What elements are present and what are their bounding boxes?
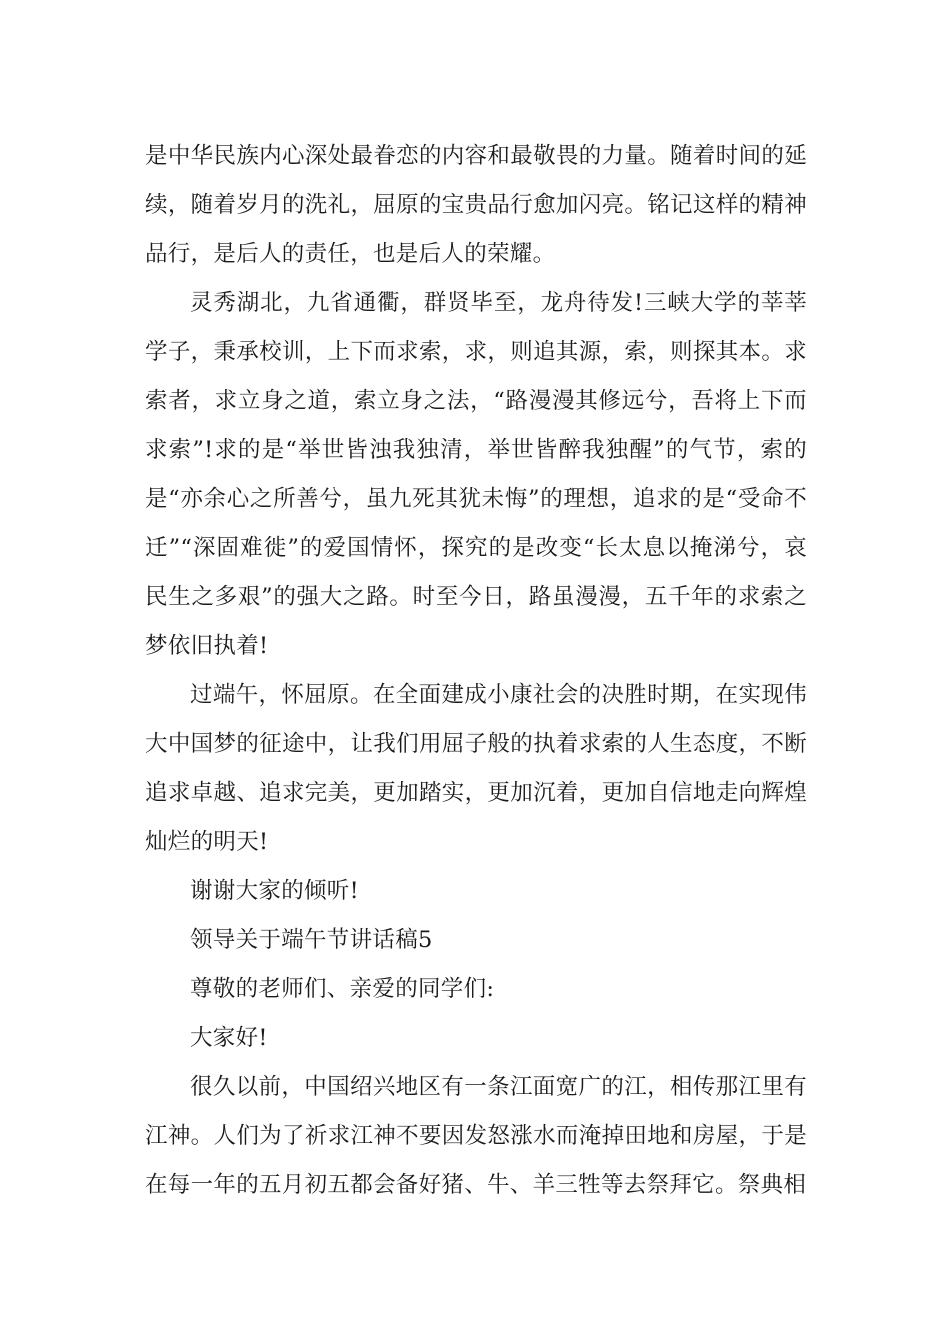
- paragraph-3: 过端午，怀屈原。在全面建成小康社会的决胜时期，在实现伟大中国梦的征途中，让我们用屈子般的执着求索的人生态度，不断追求卓越、追求完美，更加踏实，更加沉着，更加自信地走向辉煌灿烂的明天!: [145, 682, 807, 855]
- paragraph-thanks: 谢谢大家的倾听!: [190, 878, 359, 904]
- section-heading: 领导关于端午节讲话稿5: [190, 927, 433, 953]
- document-body: [145, 132, 807, 1210]
- paragraph-1: 是中华民族内心深处最眷恋的内容和最敬畏的力量。随着时间的延续，随着岁月的洗礼，屈原的宝贵品行愈加闪亮。铭记这样的精神品行，是后人的责任，也是后人的荣耀。: [145, 143, 807, 267]
- paragraph-8: 很久以前，中国绍兴地区有一条江面宽广的江，相传那江里有江神。人们为了祈求江神不要因发怒涨水而淹掉田地和房屋，于是在每一年的五月初五都会备好猪、牛、羊三牲等去祭拜它。祭典相: [145, 1074, 807, 1198]
- greeting: 大家好!: [190, 1025, 268, 1051]
- paragraph-2: 灵秀湖北，九省通衢，群贤毕至，龙舟待发!三峡大学的莘莘学子，秉承校训，上下而求索，求，则追其源，索，则探其本。求索者，求立身之道，索立身之法，“路漫漫其修远兮，吾将上下而求索”!求的是“举世皆浊我独清，举世皆醉我独醒”的气节，索的是“亦余心之所善兮，虽九死其犹未悔”的理想，追求的是“受命不迁”“深固难徙”的爱国情怀，探究的是改变“长太息以掩涕兮，哀民生之多艰”的强大之路。时至今日，路虽漫漫，五千年的求索之梦依旧执着!: [145, 290, 807, 659]
- salutation: 尊敬的老师们、亲爱的同学们:: [190, 976, 495, 1002]
